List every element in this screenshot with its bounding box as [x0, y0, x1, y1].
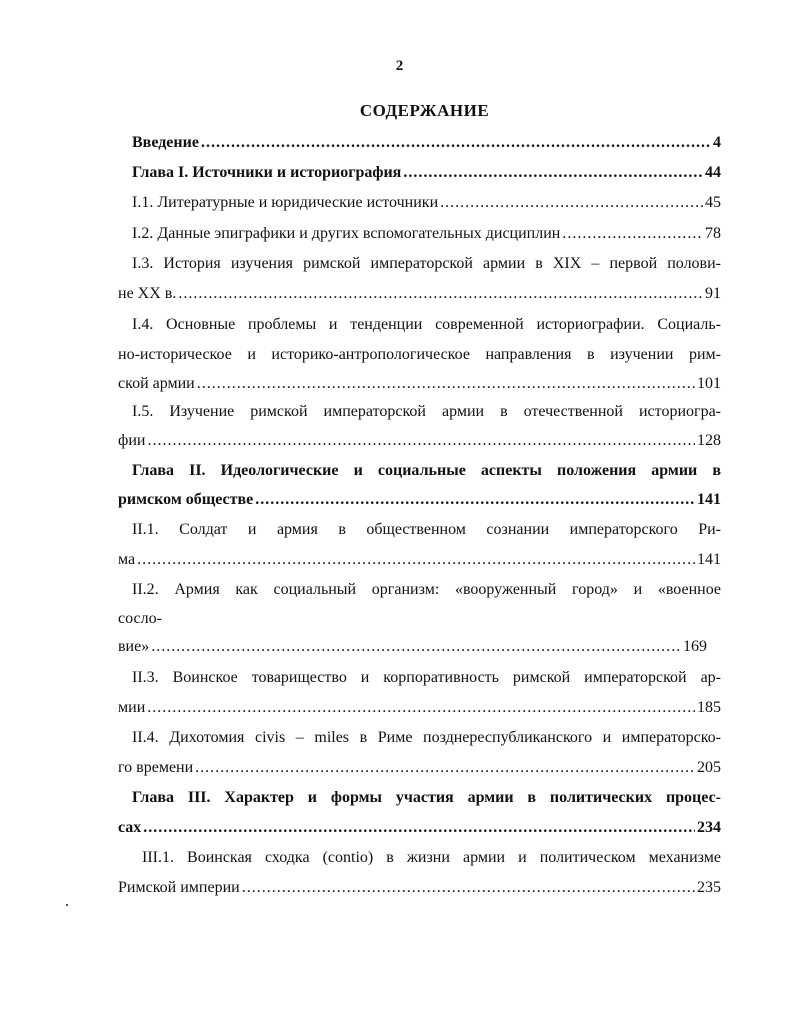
- dot-leader: [148, 431, 696, 451]
- toc-entry-title: мии: [118, 699, 146, 716]
- toc-entry-section-2-4-line-1[interactable]: II.4. Дихотомия civis – miles в Риме позднереспубликанского и императорско-: [132, 729, 721, 746]
- toc-page-number: 91: [705, 285, 721, 302]
- toc-entry-section-3-1-line-2[interactable]: [118, 878, 721, 898]
- toc-entry-chapter-3-line-2[interactable]: [118, 818, 721, 838]
- toc-entry-section-2-2-line-2[interactable]: сосло-: [118, 610, 162, 627]
- dot-leader: [255, 490, 695, 510]
- dot-leader: [197, 374, 695, 394]
- toc-entry-section-1-4-line-2[interactable]: но-историческое и историко-антропологическое направления в изучении рим-: [118, 346, 721, 363]
- toc-entry-introduction[interactable]: [132, 133, 721, 153]
- toc-entry-title: Римской империи: [118, 879, 240, 896]
- toc-entry-section-2-1-line-2[interactable]: [118, 550, 721, 570]
- dot-leader: [201, 133, 711, 153]
- toc-entry-title: ма: [118, 551, 136, 568]
- toc-entry-title: Глава I. Источники и историография: [132, 164, 402, 181]
- toc-entry-section-1-5-line-1[interactable]: I.5. Изучение римской императорской армии в отечественной историогра-: [132, 403, 721, 420]
- dot-leader: [151, 637, 681, 657]
- toc-entry-title: фии: [118, 432, 146, 449]
- dot-leader: [143, 818, 695, 838]
- toc-entry-title: ской армии: [118, 375, 195, 392]
- toc-page-number: 141: [697, 491, 721, 508]
- dot-leader: [195, 758, 695, 778]
- dot-leader: [178, 284, 703, 304]
- toc-entry-chapter-2-line-2[interactable]: [118, 490, 721, 510]
- page-title: СОДЕРЖАНИЕ: [359, 101, 490, 120]
- toc-entry-section-1-3-line-1[interactable]: I.3. История изучения римской императорской армии в XIX – первой полови-: [132, 255, 721, 272]
- toc-entry-chapter-2-line-1[interactable]: Глава II. Идеологические и социальные аспекты положения армии в: [132, 462, 721, 479]
- dot-leader: [147, 698, 695, 718]
- toc-entry-title: вие»: [118, 638, 150, 655]
- toc-entry-section-2-2-line-3[interactable]: [118, 637, 707, 657]
- toc-entry-title: сах: [118, 819, 142, 836]
- toc-page-number: 101: [697, 375, 721, 392]
- toc-entry-title: римском обществе: [118, 491, 254, 508]
- toc-entry-section-1-4-line-3[interactable]: [118, 374, 721, 394]
- toc-entry-chapter-3-line-1[interactable]: Глава III. Характер и формы участия армии в политических процес-: [132, 789, 721, 806]
- toc-entry-section-2-2-line-1[interactable]: II.2. Армия как социальный организм: «вооруженный город» и «военное: [132, 581, 721, 598]
- toc-entry-chapter-1[interactable]: [132, 163, 721, 183]
- toc-entry-section-1-2[interactable]: [132, 224, 721, 244]
- dot-leader: [242, 878, 695, 898]
- toc-entry-title: не XX в.: [118, 285, 177, 302]
- dot-leader: [403, 163, 703, 183]
- toc-entry-section-1-5-line-2[interactable]: [118, 431, 721, 451]
- toc-entry-section-2-3-line-2[interactable]: [118, 698, 721, 718]
- toc-page-number: 141: [697, 551, 721, 568]
- toc-entry-section-2-1-line-1[interactable]: II.1. Солдат и армия в общественном сознании императорского Ри-: [132, 521, 721, 538]
- toc-entry-section-2-4-line-2[interactable]: [118, 758, 721, 778]
- toc-entry-title: I.2. Данные эпиграфики и других вспомогательных дисциплин: [132, 225, 561, 242]
- toc-entry-section-1-3-line-2[interactable]: [118, 284, 721, 304]
- toc-page-number: 4: [713, 134, 721, 151]
- page-number: 2: [395, 58, 404, 74]
- toc-page-number: 185: [697, 699, 721, 716]
- toc-page-number: 234: [697, 819, 721, 836]
- toc-page-number: 128: [697, 432, 721, 449]
- toc-page-number: 205: [697, 759, 721, 776]
- toc-page-number: 169: [683, 638, 707, 655]
- toc-page-number: 45: [705, 194, 721, 211]
- dot-leader: [137, 550, 695, 570]
- toc-entry-title: Введение: [132, 134, 199, 151]
- toc-page-number: 78: [705, 225, 721, 242]
- toc-entry-title: го времени: [118, 759, 194, 776]
- toc-entry-section-3-1-line-1[interactable]: III.1. Воинская сходка (contio) в жизни армии и политическом механизме: [142, 849, 721, 866]
- dot-leader: [562, 224, 703, 244]
- toc-entry-section-2-3-line-1[interactable]: II.3. Воинское товарищество и корпоративность римской императорской ар-: [132, 669, 721, 686]
- dot-leader: [440, 193, 703, 213]
- toc-entry-section-1-1[interactable]: [132, 193, 721, 213]
- toc-page-number: 235: [697, 879, 721, 896]
- toc-entry-section-1-4-line-1[interactable]: I.4. Основные проблемы и тенденции современной историографии. Социаль-: [132, 316, 721, 333]
- toc-entry-title: I.1. Литературные и юридические источники: [132, 194, 439, 211]
- scan-speck: [66, 904, 68, 906]
- toc-page-number: 44: [705, 164, 721, 181]
